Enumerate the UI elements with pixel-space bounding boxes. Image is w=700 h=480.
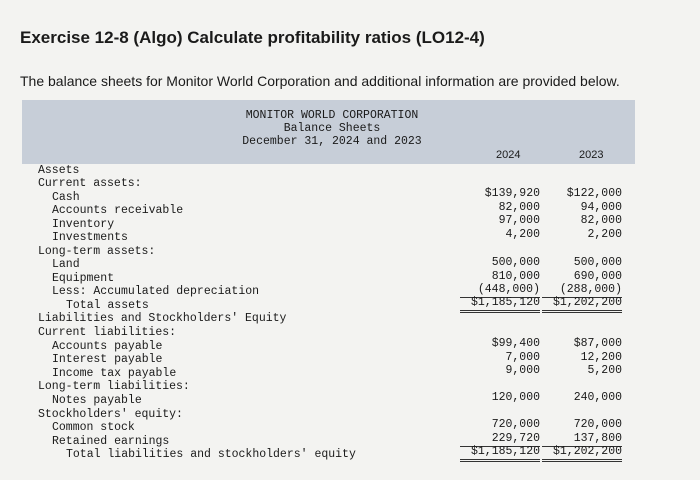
row-label: Liabilities and Stockholders' Equity: [38, 312, 287, 325]
row-label: Interest payable: [52, 353, 163, 366]
row-label: Income tax payable: [52, 367, 177, 380]
value-2023: $1,202,200: [542, 296, 622, 313]
row-label: Accounts receivable: [52, 204, 184, 217]
value-2024: $1,185,120: [460, 445, 540, 462]
value-2023: 2,200: [587, 228, 622, 241]
value-2024: 810,000: [491, 270, 540, 283]
row-label: Stockholders' equity:: [38, 408, 183, 421]
value-2024: 9,000: [505, 364, 540, 377]
value-2023: 240,000: [573, 391, 622, 404]
value-2024: 720,000: [491, 418, 540, 431]
row-label: Total assets: [66, 299, 149, 312]
value-2023: $87,000: [573, 337, 622, 350]
statement-name: Balance Sheets: [283, 122, 381, 135]
value-2024: 229,720: [460, 432, 540, 447]
row-label: Current liabilities:: [38, 326, 177, 339]
statement-row: [0, 312, 700, 326]
statement-date: December 31, 2024 and 2023: [242, 135, 422, 148]
value-2024: 4,200: [505, 228, 540, 241]
row-label: Accounts payable: [52, 340, 163, 353]
row-label: Inventory: [52, 218, 115, 231]
row-label: Retained earnings: [52, 435, 170, 448]
value-2023: 690,000: [573, 270, 622, 283]
value-2023: (288,000): [542, 283, 622, 298]
row-label: Total liabilities and stockholders' equity: [66, 448, 356, 461]
value-2024: 97,000: [498, 214, 540, 227]
value-2023: 720,000: [573, 418, 622, 431]
value-2023: 500,000: [573, 256, 622, 269]
value-2024: (448,000): [460, 283, 540, 298]
value-2024: 120,000: [491, 391, 540, 404]
statement-row: [0, 164, 700, 178]
value-2024: $1,185,120: [460, 296, 540, 313]
row-label: Land: [52, 258, 80, 271]
statement-header: [22, 100, 635, 164]
value-2023: 82,000: [580, 214, 622, 227]
row-label: Cash: [52, 191, 80, 204]
value-2023: 137,800: [542, 432, 622, 447]
value-2023: 12,200: [580, 351, 622, 364]
row-label: Notes payable: [52, 394, 142, 407]
value-2024: 82,000: [498, 201, 540, 214]
row-label: Long-term liabilities:: [38, 380, 190, 393]
company-name: MONITOR WORLD CORPORATION: [245, 109, 419, 122]
row-label: Long-term assets:: [38, 245, 156, 258]
value-2023: $1,202,200: [542, 445, 622, 462]
value-2024: 7,000: [505, 351, 540, 364]
value-2023: 5,200: [587, 364, 622, 377]
value-2023: 94,000: [580, 201, 622, 214]
value-2024: 500,000: [491, 256, 540, 269]
row-label: Less: Accumulated depreciation: [52, 285, 260, 298]
row-label: Equipment: [52, 272, 115, 285]
row-label: Current assets:: [38, 177, 142, 190]
row-label: Assets: [38, 164, 80, 177]
value-2024: $99,400: [491, 337, 540, 350]
row-label: Investments: [52, 231, 128, 244]
exercise-title: Exercise 12-8 (Algo) Calculate profitability ratios (LO12-4): [20, 28, 485, 47]
intro-text: The balance sheets for Monitor World Corporation and additional information are provided below.: [20, 73, 620, 89]
year-2023-header: 2023: [579, 149, 604, 161]
year-2024-header: 2024: [496, 149, 521, 161]
value-2023: $122,000: [566, 187, 622, 200]
value-2024: $139,920: [484, 187, 540, 200]
row-label: Common stock: [52, 421, 135, 434]
